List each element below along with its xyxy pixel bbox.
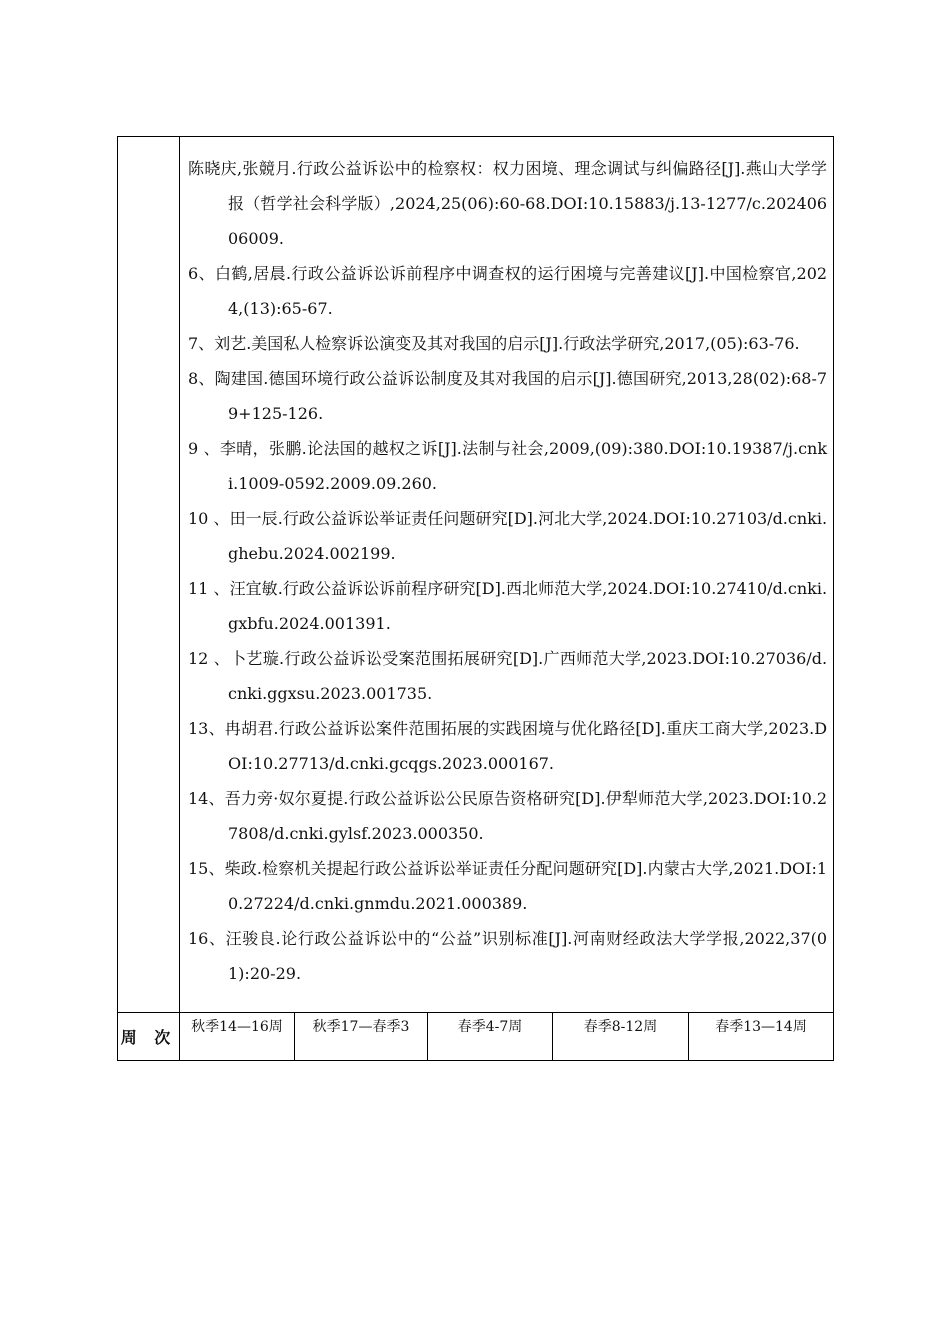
reference-text: 刘艺.美国私人检察诉讼演变及其对我国的启示[J].行政法学研究,2017,(05):63-76. — [214, 334, 800, 353]
reference-text: 白鹤,居晨.行政公益诉讼诉前程序中调查权的运行困境与完善建议[J].中国检察官,2024,(13):65-67. — [214, 264, 828, 318]
reference-number: 6、 — [188, 264, 215, 283]
references-row — [118, 137, 834, 1013]
reference-number: 10 、 — [188, 509, 230, 528]
reference-item — [188, 151, 827, 256]
reference-item — [188, 256, 827, 326]
reference-number: 9 、 — [188, 439, 220, 458]
reference-text: 柴政.检察机关提起行政公益诉讼举证责任分配问题研究[D].内蒙古大学,2021.DOI:10.27224/d.cnki.gnmdu.2021.000389. — [224, 859, 828, 913]
schedule-row — [118, 1013, 834, 1061]
reference-item — [188, 641, 827, 711]
reference-text: 田一辰.行政公益诉讼举证责任问题研究[D].河北大学,2024.DOI:10.27103/d.cnki.ghebu.2024.002199. — [228, 509, 828, 563]
week-cell: 秋季17—春季3 — [295, 1013, 428, 1061]
week-cell: 春季13—14周 — [689, 1013, 834, 1061]
reference-number: 16、 — [188, 929, 226, 948]
reference-number: 12 、 — [188, 649, 231, 668]
reference-item — [188, 361, 827, 431]
reference-item — [188, 851, 827, 921]
reference-number: 7、 — [188, 334, 215, 353]
reference-text: 吾力旁·奴尔夏提.行政公益诉讼公民原告资格研究[D].伊犁师范大学,2023.DOI:10.27808/d.cnki.gylsf.2023.000350. — [224, 789, 828, 843]
reference-text: 陶建国.德国环境行政公益诉讼制度及其对我国的启示[J].德国研究,2013,28(02):68-79+125-126. — [214, 369, 828, 423]
reference-text: 卜艺璇.行政公益诉讼受案范围拓展研究[D].广西师范大学,2023.DOI:10.27036/d.cnki.ggxsu.2023.001735. — [228, 649, 828, 703]
week-cell: 春季8-12周 — [553, 1013, 689, 1061]
reference-item — [188, 501, 827, 571]
reference-table — [117, 136, 834, 1061]
schedule-label: 周 次 — [118, 1013, 180, 1061]
reference-text: 陈晓庆,张競月.行政公益诉讼中的检察权：权力困境、理念调试与纠偏路径[J].燕山大学学报（哲学社会科学版）,2024,25(06):60-68.DOI:10.15883/j.13-1277/c.20240606009. — [188, 159, 828, 248]
reference-number: 15、 — [188, 859, 225, 878]
reference-text: 冉胡君.行政公益诉讼案件范围拓展的实践困境与优化路径[D].重庆工商大学,2023.DOI:10.27713/d.cnki.gcqgs.2023.000167. — [224, 719, 828, 773]
reference-number: 14、 — [188, 789, 225, 808]
reference-text: 汪宜敏.行政公益诉讼诉前程序研究[D].西北师范大学,2024.DOI:10.27410/d.cnki.gxbfu.2024.001391. — [228, 579, 828, 633]
reference-item — [188, 431, 827, 501]
reference-item — [188, 921, 827, 991]
reference-list — [188, 151, 827, 991]
reference-item — [188, 781, 827, 851]
week-cell: 秋季14—16周 — [180, 1013, 295, 1061]
reference-item — [188, 571, 827, 641]
reference-number: 13、 — [188, 719, 225, 738]
reference-text: 李晴，张鹏.论法国的越权之诉[J].法制与社会,2009,(09):380.DOI:10.19387/j.cnki.1009-0592.2009.09.260. — [219, 439, 828, 493]
reference-number: 11 、 — [188, 579, 230, 598]
reference-number: 8、 — [188, 369, 215, 388]
week-cell: 春季4-7周 — [428, 1013, 553, 1061]
reference-item — [188, 711, 827, 781]
reference-text: 汪骏良.论行政公益诉讼中的“公益”识别标准[J].河南财经政法大学学报,2022,37(01):20-29. — [225, 929, 828, 983]
reference-item — [188, 326, 827, 361]
references-cell — [180, 137, 834, 1013]
left-blank-cell — [118, 137, 180, 1013]
